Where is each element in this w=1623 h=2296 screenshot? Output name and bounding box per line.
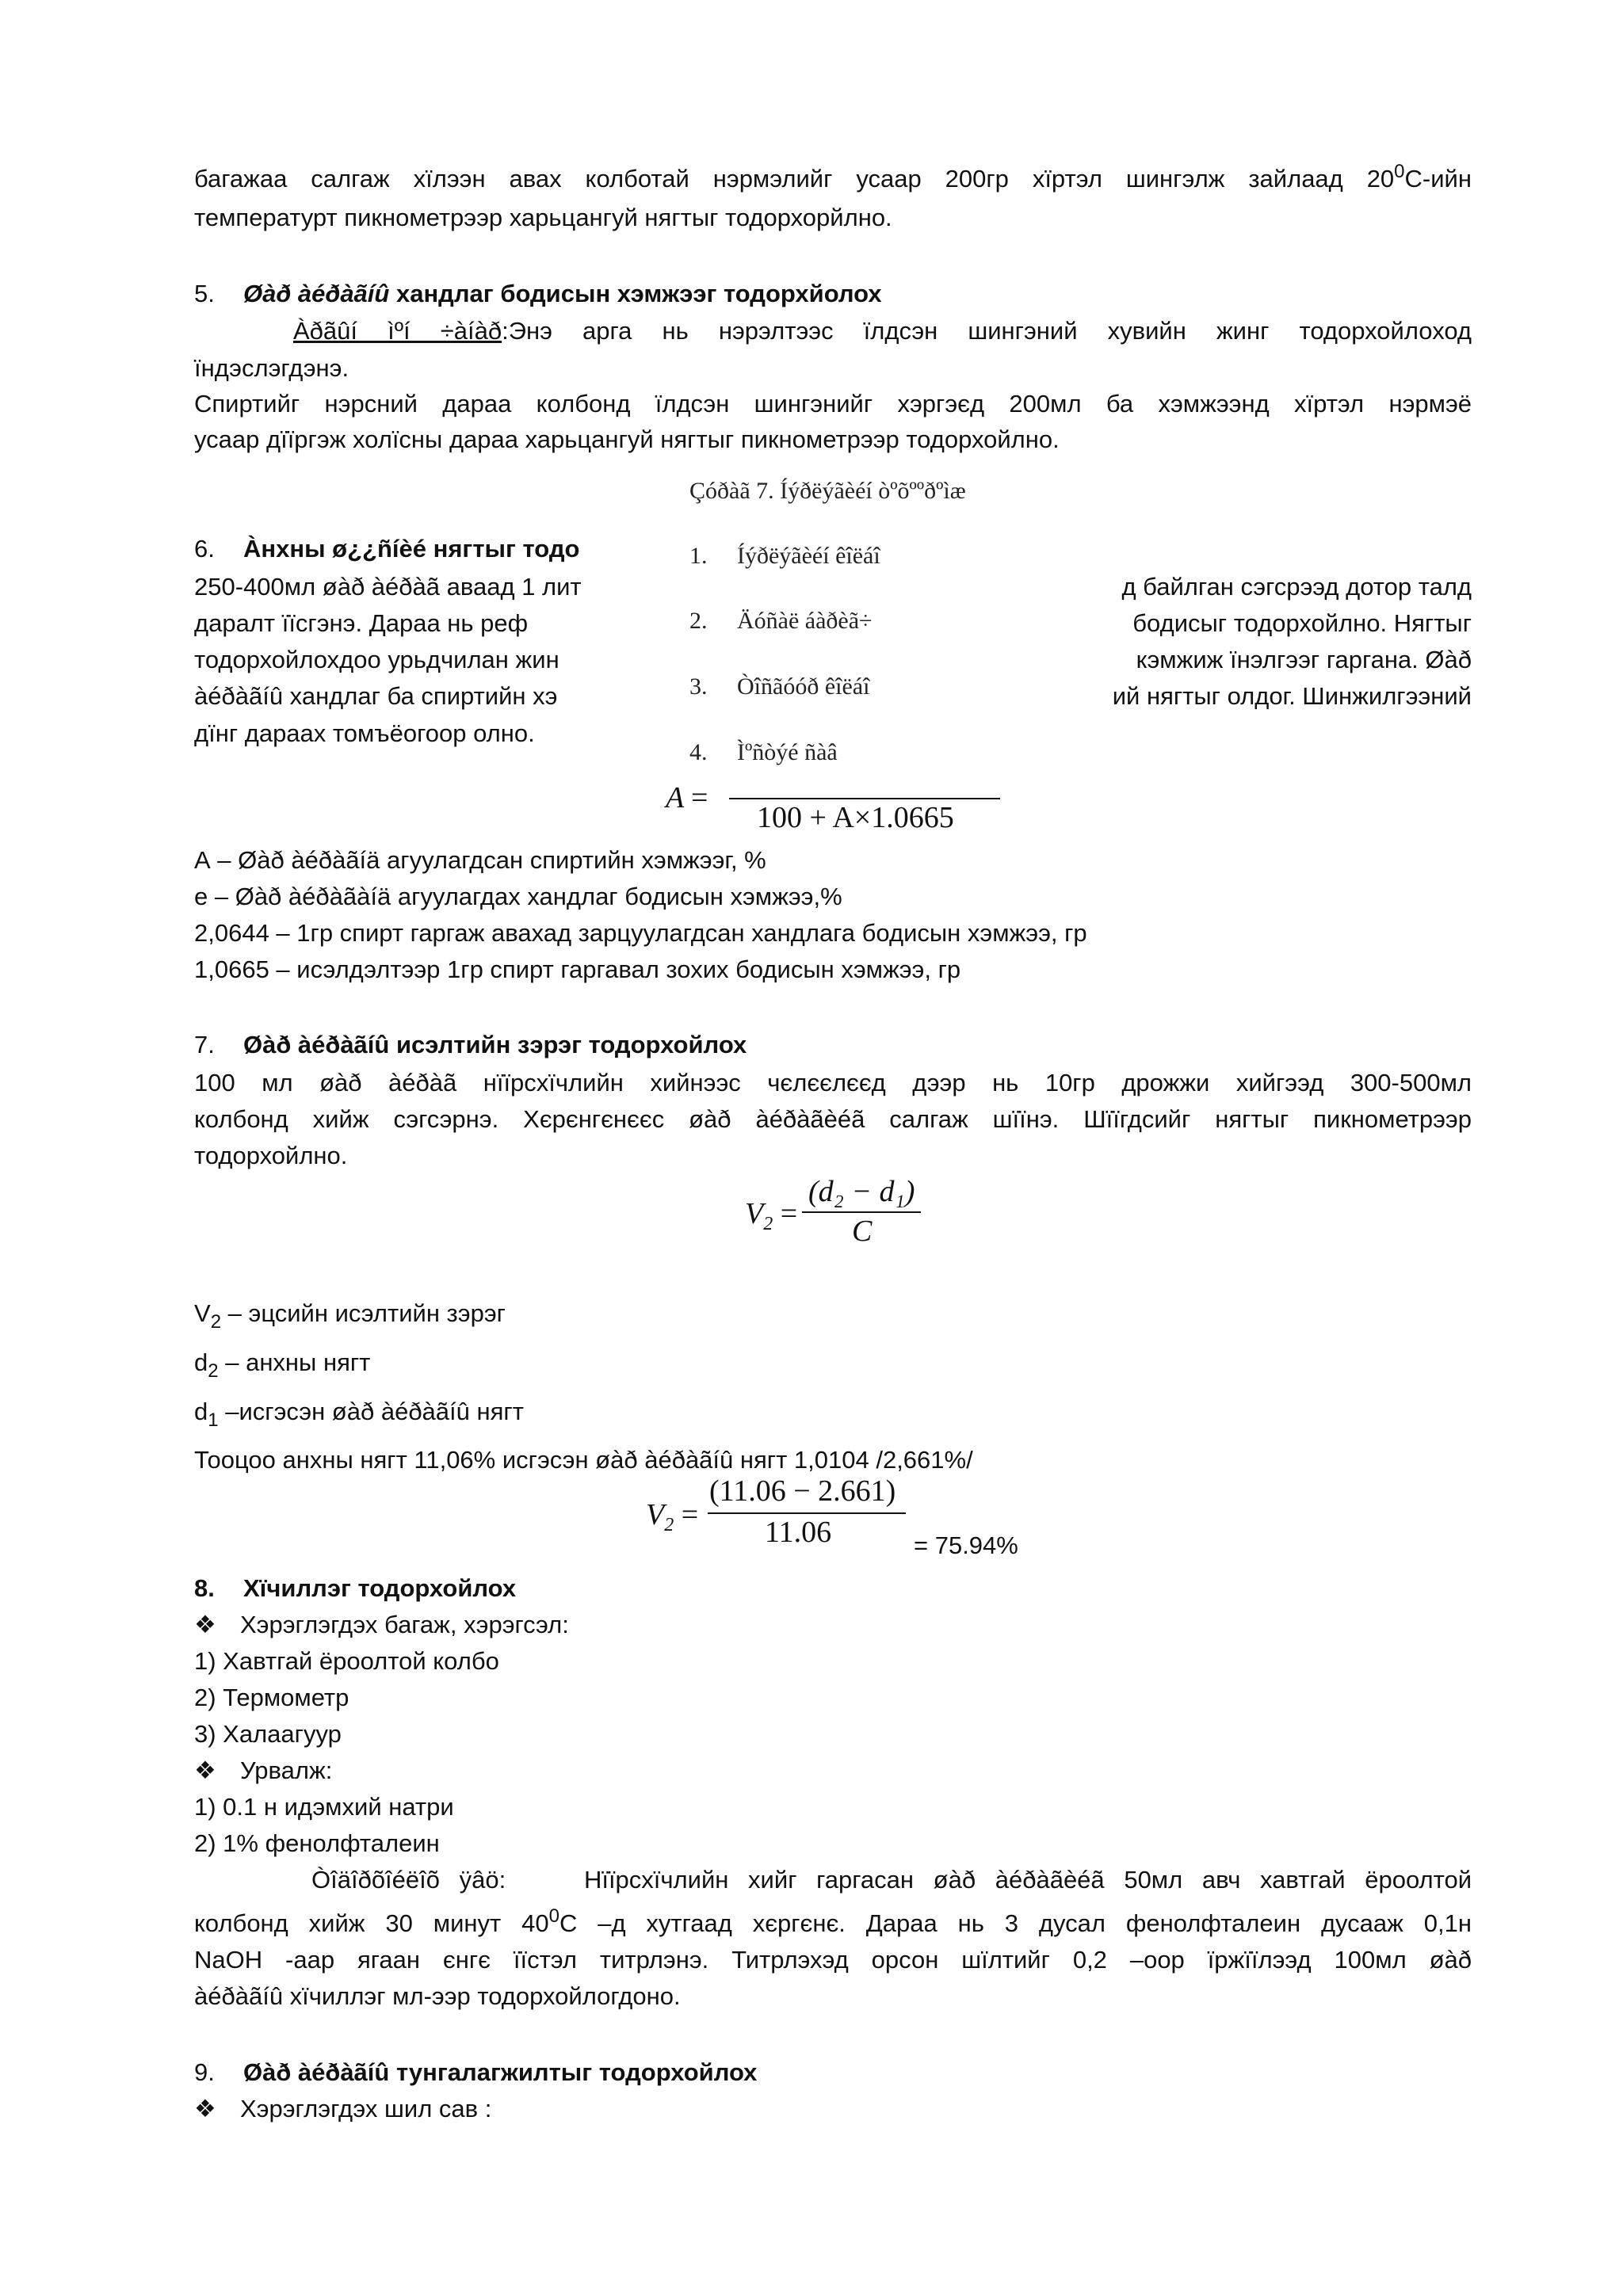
procedure-line-4: àéðàãíû хїчиллэг мл-ээр тодорхойлогдоно. — [194, 1982, 681, 2010]
figure-7-caption: Çóðàã 7. Íýðëýãèéí òºõººðºìæ — [689, 478, 966, 504]
formula-1-fraction-bar — [729, 798, 1000, 799]
formula-1-lhs: A = — [666, 781, 708, 814]
formula-3-fraction-bar — [708, 1512, 906, 1514]
bullet-tools: ❖ Хэрэглэгдэх багаж, хэрэгсэл: — [194, 1607, 1472, 1643]
formula-2-lhs: $V_2$ = — [745, 1197, 798, 1234]
section-6-heading: 6. Àнхны ø¿¿ñíèé нягтыг тодо — [194, 535, 580, 563]
definition-line: 1,0665 – исэлдэлтээр 1гр спирт гаргавал зохих бодисын хэмжээ, гр — [194, 955, 961, 983]
calculation-text: Тооцоо анхны нягт 11,06% исгэсэн øàð àéðàãíû нягт 1,0104 /2,661%/ — [194, 1446, 973, 1474]
procedure-line-1: Òîäîðõîéëîõ ÿâö: Нїїрсхїчлийн хийг гаргасан øàð àéðàãèéã 50мл авч хавтгай ёроолтой — [311, 1866, 1472, 1894]
formula-3-denominator: 11.06 — [765, 1516, 832, 1549]
intro-line-1: багажаа салгаж хїлээн авах колботай нэрмэлийг усаар 200гр хїртэл шингэлж зайлаад $20^0С$-ийн — [194, 161, 1472, 193]
figure-7-item: 2. Äóñàë áàðèã÷ — [689, 608, 873, 634]
section-6-line-3: тодорхойлохдоо урьдчилан жин — [194, 646, 559, 673]
variable-line: $d_2$ – анхны нягт — [194, 1348, 371, 1382]
definition-line: 2,0644 – 1гр спирт гаргаж авахад зарцуулагдсан хандлага бодисын хэмжээ, гр — [194, 919, 1087, 947]
section-5-line-3: Спиртийг нэрсний дараа колбонд їлдсэн шингэнийг хэргэєд 200мл ба хэмжээнд хїртэл нэрмэё — [194, 390, 1472, 418]
section-6-line-4: àéðàãíû хандлаг ба спиртийн хэ — [194, 682, 558, 710]
figure-7-item: 3. Òîñãóóð êîëáî — [689, 673, 870, 700]
list-item: 2) Термометр — [194, 1684, 349, 1711]
bullet-icon: ❖ — [194, 1756, 216, 1784]
section-5-line-4: усаар дїїргэж холїсны дараа харьцангуй нягтыг пикнометрээр тодорхойлно. — [194, 425, 1060, 453]
section-6-line-4-right: ий нягтыг олдог. Шинжилгээний — [1112, 682, 1472, 710]
formula-3-result: = 75.94% — [914, 1531, 1018, 1559]
section-5-heading: 5. Øàð àéðàãíû хандлаг бодисын хэмжээг тодорхйолох — [194, 280, 882, 307]
bullet-glassware: ❖ Хэрэглэгдэх шил сав : — [194, 2091, 1472, 2127]
section-5-method: Àðãûí ìºí ÷àíàð:Энэ арга нь нэрэлтээс їлдсэн шингэний хувийн жинг тодорхойлоход — [293, 317, 1472, 345]
section-7-line-2: колбонд хийж сэгсэрнэ. Хєрєнгєнєєс øàð àéðàãèéã салгаж шїїнэ. Шїїгдсийг нягтыг пикнометрээр — [194, 1105, 1472, 1133]
section-6-line-2-right: бодисыг тодорхойлно. Нягтыг — [1132, 609, 1472, 637]
section-6-line-1: 250-400мл øàð àéðàã аваад 1 лит — [194, 573, 582, 601]
formula-3-numerator: (11.06 − 2.661) — [709, 1474, 896, 1508]
procedure-line-3: NaOH -аар ягаан єнгє їїстэл титрлэнэ. Титрлэхэд орсон шїлтийг 0,2 –оор їржїїлээд 100мл øàð — [194, 1946, 1472, 1974]
figure-7-item: 4. Ìºñòýé ñàâ — [689, 739, 838, 765]
figure-7-item: 1. Íýðëýãèéí êîëáî — [689, 543, 880, 569]
variable-line: $V_2$ – эцсийн исэлтийн зэрэг — [194, 1299, 506, 1333]
variable-line: $d_1$ –исгэсэн øàð àéðàãíû нягт — [194, 1398, 524, 1431]
formula-1-denominator: 100 + A×1.0665 — [757, 801, 954, 834]
section-7-heading: 7. Øàð àéðàãíû исэлтийн зэрэг тодорхойлох — [194, 1031, 747, 1058]
bullet-icon: ❖ — [194, 2095, 216, 2122]
section-8-heading: 8. Хїчиллэг тодорхойлох — [194, 1574, 517, 1602]
section-9-heading: 9. Øàð àéðàãíû тунгалагжилтыг тодорхойлох — [194, 2058, 758, 2086]
section-7-line-1: 100 мл øàð àéðàã нїїрсхїчлийн хийнээс чєлєєлєєд дээр нь 10гр дрожжи хийгээд 300-500мл — [194, 1069, 1472, 1097]
section-5-line-2: їндэслэгдэнэ. — [194, 354, 349, 382]
section-6-line-1-right: д байлган сэгсрээд дотор талд — [1121, 573, 1472, 601]
list-item: 1) 0.1 н идэмхий натри — [194, 1793, 454, 1821]
section-6-line-3-right: кэмжиж їнэлгээг гаргана. Øàð — [1136, 646, 1472, 673]
definition-line: е – Øàð àéðàãàíä агуулагдах хандлаг бодисын хэмжээ,% — [194, 883, 842, 910]
formula-3-lhs: $V_2$ = — [646, 1498, 699, 1535]
definition-line: А – Øàð àéðàãíä агуулагдсан спиртийн хэмжээг, % — [194, 846, 766, 874]
formula-2-fraction-bar — [802, 1211, 921, 1213]
bullet-icon: ❖ — [194, 1611, 216, 1638]
figure-7-overlay — [626, 471, 1014, 804]
section-6-line-5: дїнг дараах томъёогоор олно. — [194, 719, 535, 747]
section-7-line-3: тодорхойлно. — [194, 1142, 348, 1169]
list-item: 2) 1% фенолфталеин — [194, 1829, 440, 1857]
list-item: 3) Халаагуур — [194, 1720, 342, 1748]
formula-2-numerator: (d₂ − d₁) — [808, 1175, 915, 1208]
formula-2-denominator: C — [852, 1215, 873, 1248]
bullet-reagents: ❖ Урвалж: — [194, 1753, 1472, 1789]
section-6-line-2: даралт їїсгэнэ. Дараа нь реф — [194, 609, 529, 637]
procedure-line-2: колбонд хийж 30 минут $40^0С$ –д хутгаад хєргєнє. Дараа нь 3 дусал фенолфталеин дусааж 0,1н — [194, 1905, 1472, 1937]
intro-line-2: температурт пикнометрээр харьцангуй нягтыг тодорхорйлно. — [194, 204, 892, 231]
list-item: 1) Хавтгай ёроолтой колбо — [194, 1647, 499, 1675]
